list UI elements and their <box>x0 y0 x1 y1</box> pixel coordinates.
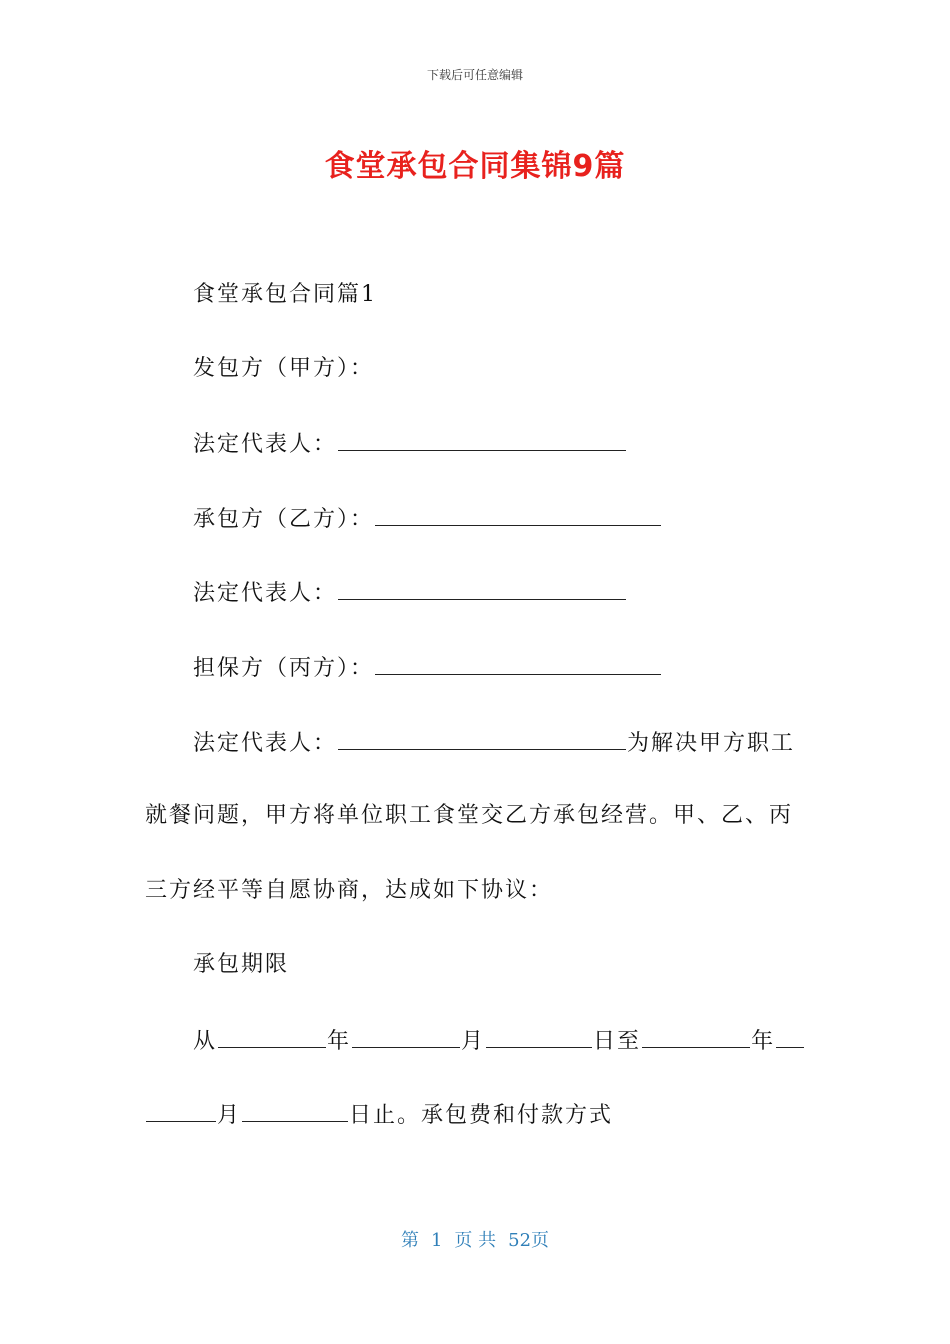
month2-label: 月 <box>217 1103 242 1128</box>
term-dates-line-2 <box>145 1099 613 1131</box>
party-c-line <box>193 652 662 684</box>
party-c-blank <box>375 652 661 675</box>
start-day-blank <box>486 1025 592 1048</box>
footer-middle: 页 共 <box>454 1230 497 1251</box>
page-footer <box>0 1226 950 1252</box>
section-heading: 食堂承包合同篇1 <box>193 282 377 307</box>
from-label: 从 <box>193 1029 218 1054</box>
end-year-blank <box>642 1025 750 1048</box>
term-heading: 承包期限 <box>193 952 290 977</box>
party-b-label: 承包方（乙方）： <box>193 507 375 532</box>
day-end-label: 日止。承包费和付款方式 <box>349 1103 614 1128</box>
party-a-line <box>193 354 374 384</box>
month-label: 月 <box>461 1029 486 1054</box>
day-to-label: 日至 <box>593 1029 642 1054</box>
party-a-label: 发包方（甲方）： <box>193 356 375 381</box>
party-b-line <box>193 503 662 535</box>
term-dates-line-1 <box>193 1025 805 1057</box>
year-label: 年 <box>327 1029 352 1054</box>
end-month-blank-start <box>776 1025 804 1048</box>
header-note: 下载后可任意编辑 <box>426 68 523 82</box>
document-title: 食堂承包合同集锦9篇 <box>324 149 626 184</box>
end-month-blank-end <box>146 1099 216 1122</box>
current-page-number: 1 <box>430 1230 443 1251</box>
legal-rep-a-blank <box>338 428 626 451</box>
party-b-blank <box>375 503 661 526</box>
legal-rep-b-line <box>193 577 627 609</box>
start-year-blank <box>218 1025 326 1048</box>
year2-label: 年 <box>751 1029 776 1054</box>
purpose-line-2: 就餐问题，甲方将单位职工食堂交乙方承包经营。甲、乙、丙 <box>145 803 794 828</box>
total-pages: 52页 <box>508 1230 550 1251</box>
legal-rep-a-label: 法定代表人： <box>193 432 338 457</box>
legal-rep-b-label: 法定代表人： <box>193 581 338 606</box>
purpose-line-3: 三方经平等自愿协商，达成如下协议： <box>145 878 554 903</box>
legal-rep-c-line <box>193 727 795 759</box>
purpose-tail: 为解决甲方职工 <box>627 731 796 756</box>
end-day-blank <box>242 1099 348 1122</box>
legal-rep-a-line <box>193 428 627 460</box>
footer-prefix: 第 <box>400 1230 419 1251</box>
start-month-blank <box>352 1025 460 1048</box>
legal-rep-c-label: 法定代表人： <box>193 731 338 756</box>
legal-rep-c-blank <box>338 727 626 750</box>
party-c-label: 担保方（丙方）： <box>193 656 375 681</box>
legal-rep-b-blank <box>338 577 626 600</box>
